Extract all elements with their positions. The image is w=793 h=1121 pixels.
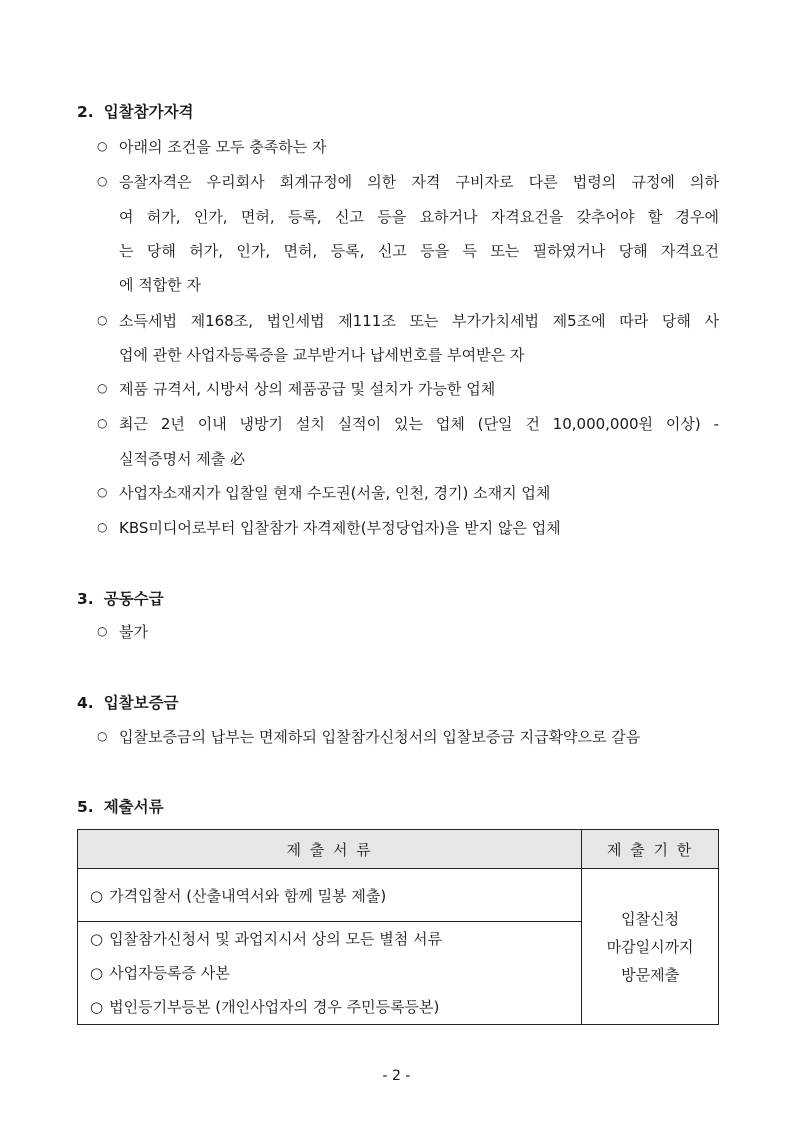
circle-bullet: ○ xyxy=(90,964,104,982)
deadline-line: 마감일시까지 xyxy=(606,937,694,956)
text-line: 여 허가, 인가, 면허, 등록, 신고 등을 요하거나 자격요건을 갖추어야 할 경우에 xyxy=(119,208,719,226)
section-2-heading xyxy=(77,100,194,122)
doc-row xyxy=(90,956,581,990)
text-line: 사업자소재지가 입찰일 현재 수도권(서울, 인천, 경기) 소재지 업체 xyxy=(119,484,551,502)
section-title: 공동수급 xyxy=(103,590,164,608)
section-5-heading xyxy=(77,795,164,817)
bullet: ○ xyxy=(97,485,108,499)
text-line: 불가 xyxy=(119,623,148,641)
text-line: 소득세법 제168조, 법인세법 제111조 또는 부가가치세법 제5조에 따라 당해 사 xyxy=(119,312,719,330)
bullet: ○ xyxy=(97,174,108,188)
deadline-line: 방문제출 xyxy=(621,965,680,984)
text-line: 실적증명서 제출 必 xyxy=(119,450,245,468)
circle-bullet: ○ xyxy=(90,998,104,1016)
page-number: - 2 - xyxy=(382,1068,411,1084)
bullet: ○ xyxy=(97,624,108,638)
bullet: ○ xyxy=(97,416,108,430)
section-title: 입찰보증금 xyxy=(103,694,179,712)
doc-name: 입찰참가신청서 및 과업지시서 상의 모든 별첨 서류 xyxy=(109,930,442,948)
bullet: ○ xyxy=(97,381,108,395)
doc-row xyxy=(90,990,581,1024)
section-4-heading xyxy=(77,691,179,713)
section-title: 입찰참가자격 xyxy=(103,103,194,121)
text-line: 업에 관한 사업자등록증을 교부받거나 납세번호를 부여받은 자 xyxy=(119,346,525,364)
bullet: ○ xyxy=(97,520,108,534)
deadline-cell xyxy=(582,869,719,1025)
text-line: 최근 2년 이내 냉방기 설치 실적이 있는 업체 (단일 건 10,000,000원 이상) - xyxy=(119,415,719,433)
bullet: ○ xyxy=(97,729,108,743)
doc-row xyxy=(90,922,581,956)
doc-name: 사업자등록증 사본 xyxy=(109,964,230,982)
text-line: KBS미디어로부터 입찰참가 자격제한(부정당업자)을 받지 않은 업체 xyxy=(119,519,561,537)
text-line: 제품 규격서, 시방서 상의 제품공급 및 설치가 가능한 업체 xyxy=(119,380,496,398)
text-line: 응찰자격은 우리회사 회계규정에 의한 자격 구비자로 다른 법령의 규정에 의하 xyxy=(119,173,719,191)
text-line: 는 당해 허가, 인가, 면허, 등록, 신고 등을 득 또는 필하였거나 당해 자격요건 xyxy=(119,242,719,260)
header-deadline: 제 출 기 한 xyxy=(582,830,719,869)
circle-bullet: ○ xyxy=(90,886,104,905)
doc-name: 법인등기부등본 (개인사업자의 경우 주민등록등본) xyxy=(109,998,440,1016)
header-documents: 제 출 서 류 xyxy=(78,830,582,869)
circle-bullet: ○ xyxy=(90,930,104,948)
section-number: 2. xyxy=(77,103,94,121)
deadline-line: 입찰신청 xyxy=(621,909,680,928)
section-3-heading xyxy=(77,587,164,609)
doc-cell xyxy=(78,922,582,1025)
section-number: 3. xyxy=(77,590,94,608)
section-number: 5. xyxy=(77,798,94,816)
text-line: 아래의 조건을 모두 충족하는 자 xyxy=(119,138,327,156)
doc-cell xyxy=(78,869,582,922)
text-line: 에 적합한 자 xyxy=(119,276,201,294)
text-line: 입찰보증금의 납부는 면제하되 입찰참가신청서의 입찰보증금 지급확약으로 갈음 xyxy=(119,728,641,746)
submission-table xyxy=(77,829,719,1025)
section-number: 4. xyxy=(77,694,94,712)
doc-name: 가격입찰서 (산출내역서와 함께 밀봉 제출) xyxy=(109,886,387,905)
bullet: ○ xyxy=(97,313,108,327)
section-title: 제출서류 xyxy=(103,798,164,816)
bullet: ○ xyxy=(97,139,108,153)
